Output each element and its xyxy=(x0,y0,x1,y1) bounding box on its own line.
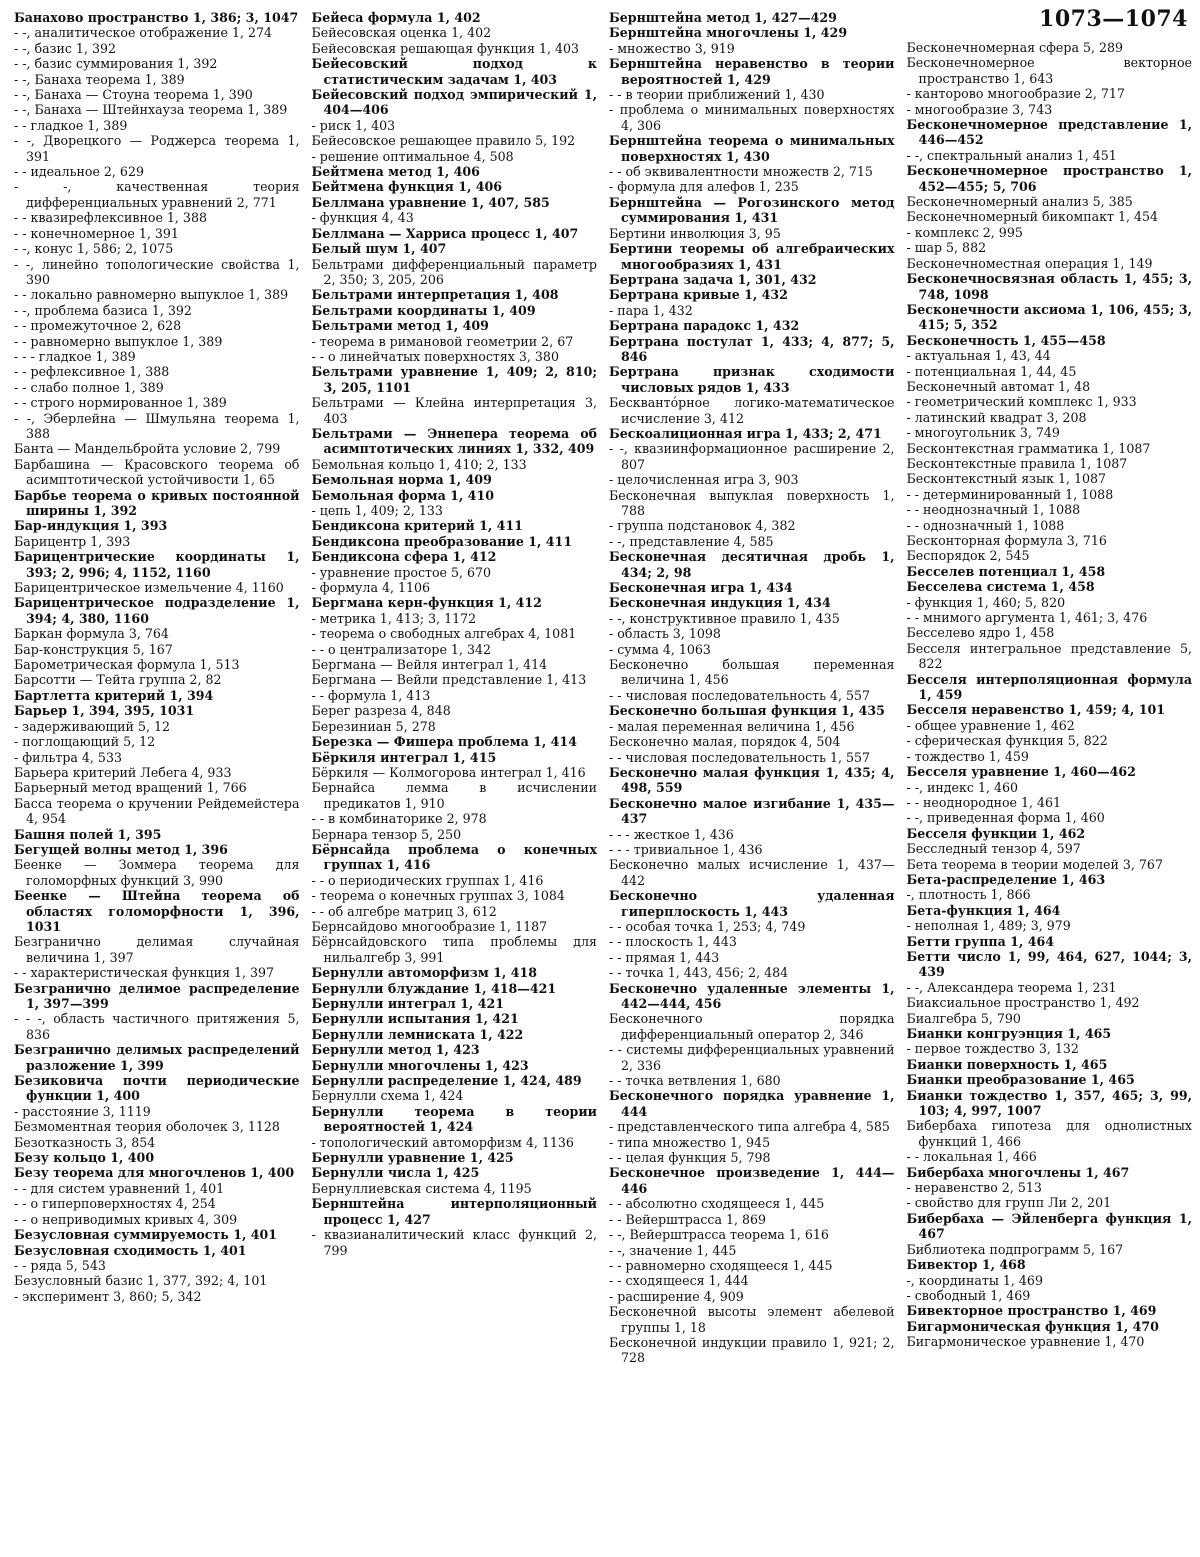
index-entry: Бёркиля — Колмогорова интеграл 1, 416 xyxy=(311,764,586,780)
index-entry: Бибербаха — Эйленберга функция 1, 467 xyxy=(906,1210,1192,1242)
index-entry: - группа подстановок 4, 382 xyxy=(609,518,796,534)
index-entry: Бейесовский подход к статистическим задачам 1, 403 xyxy=(311,56,597,87)
index-entry: Барицентрическое подразделение 1, 394; 4, 380, 1160 xyxy=(14,595,300,626)
index-entry: Бетти группа 1, 464 xyxy=(906,933,1054,949)
index-entry: Бесселя интегральное представление 5, 822 xyxy=(906,640,1192,672)
index-entry: -, плотность 1, 866 xyxy=(906,887,1031,903)
index-entry: - -, Александера теорема 1, 231 xyxy=(906,979,1117,995)
index-entry: Бесконечность 1, 455—458 xyxy=(906,332,1106,348)
index-entry: Бесконечно малых исчисление 1, 437—442 xyxy=(609,857,895,888)
index-entry: - поглощающий 5, 12 xyxy=(14,734,156,750)
index-entry: - теорема в римановой геометрии 2, 67 xyxy=(311,333,574,349)
index-entry: - - о периодических группах 1, 416 xyxy=(311,872,544,888)
index-entry: - цепь 1, 409; 2, 133 xyxy=(311,503,443,518)
index-entry: - метрика 1, 413; 3, 1172 xyxy=(311,610,477,626)
index-entry: - - о централизаторе 1, 342 xyxy=(311,641,491,657)
index-entry: Бейеса формула 1, 402 xyxy=(311,10,481,25)
index-entry: Бернулли блуждание 1, 418—421 xyxy=(311,980,557,996)
index-entry: Бельтрами интерпретация 1, 408 xyxy=(311,287,559,303)
index-entry: Бернштейна неравенство в теории вероятностей 1, 429 xyxy=(609,56,895,87)
index-entry: Бесконечно малое изгибание 1, 435—437 xyxy=(609,795,895,827)
index-entry: - - локально равномерно выпуклое 1, 389 xyxy=(14,287,289,303)
index-entry: - -, аналитическое отображение 1, 274 xyxy=(14,25,273,41)
index-entry: - - идеальное 2, 629 xyxy=(14,164,144,180)
index-entry: Бендиксона критерий 1, 411 xyxy=(311,518,523,534)
index-entry: Бивектор 1, 468 xyxy=(906,1257,1026,1273)
index-entry: Бейтмена функция 1, 406 xyxy=(311,179,503,195)
index-entry: - -, Банаха — Штейнхауза теорема 1, 389 xyxy=(14,102,288,118)
index-entry: - - однозначный 1, 1088 xyxy=(906,517,1065,533)
index-entry: - общее уравнение 1, 462 xyxy=(906,717,1075,733)
index-entry: Бендиксона сфера 1, 412 xyxy=(311,549,497,565)
index-entry: Бесконечной высоты элемент абелевой группы 1, 18 xyxy=(609,1304,895,1335)
index-entry: - - рефлексивное 1, 388 xyxy=(14,364,170,380)
index-entry: Бельтрами метод 1, 409 xyxy=(311,318,489,334)
index-entry: Бесконечносвязная область 1, 455; 3, 748, 1098 xyxy=(906,271,1192,302)
index-entry: Беенке — Зоммера теорема для голоморфных функций 3, 990 xyxy=(14,857,300,888)
index-entry: - -, Эберлейна — Шмульяна теорема 1, 388 xyxy=(14,410,300,441)
index-entry: - потенциальная 1, 44, 45 xyxy=(906,363,1077,379)
index-entry: Бёркиля интеграл 1, 415 xyxy=(311,749,497,765)
index-entry: Бемольная норма 1, 409 xyxy=(311,472,492,488)
index-entry: Бернштейна теорема о минимальных поверхностях 1, 430 xyxy=(609,133,895,164)
index-entry: Безгранично делимых распределений разложение 1, 399 xyxy=(14,1042,300,1073)
index-entry: - функция 1, 460; 5, 820 xyxy=(906,594,1066,610)
index-entry: Бесконечномерное представление 1, 446—452 xyxy=(906,117,1192,148)
index-entry: - неполная 1, 489; 3, 979 xyxy=(906,918,1071,934)
index-entry: - -, приведенная форма 1, 460 xyxy=(906,810,1105,826)
index-entry: - -, квазиинформационное расширение 2, 807 xyxy=(609,441,895,472)
index-entry: Барицентрическое измельчение 4, 1160 xyxy=(14,580,284,596)
index-entry: Бесселя неравенство 1, 459; 4, 101 xyxy=(906,702,1166,718)
index-entry: - типа множество 1, 945 xyxy=(609,1134,771,1150)
index-entry: - - сходящееся 1, 444 xyxy=(609,1273,749,1289)
index-entry: - - слабо полное 1, 389 xyxy=(14,379,164,395)
index-entry: - свободный 1, 469 xyxy=(906,1287,1031,1303)
index-entry: - -, базис 1, 392 xyxy=(14,40,116,56)
index-entry: Бесконторная формула 3, 716 xyxy=(906,533,1107,548)
index-entry: Бернулли автоморфизм 1, 418 xyxy=(311,965,537,981)
index-entry: Бертрана постулат 1, 433; 4, 877; 5, 846 xyxy=(609,333,895,364)
index-entry: Бианки конгруэнция 1, 465 xyxy=(906,1026,1112,1041)
index-entry: - расстояние 3, 1119 xyxy=(14,1103,151,1119)
index-entry: - - в теории приближений 1, 430 xyxy=(609,87,825,103)
index-entry: Бетти число 1, 99, 464, 627, 1044; 3, 439 xyxy=(906,948,1192,980)
index-entry: - риск 1, 403 xyxy=(311,117,396,133)
index-entry: - - -, область частичного притяжения 5, 836 xyxy=(14,1011,300,1042)
index-entry: - - о неприводимых кривых 4, 309 xyxy=(14,1211,238,1227)
index-entry: Башня полей 1, 395 xyxy=(14,826,162,842)
index-entry: - -, линейно топологические свойства 1, 390 xyxy=(14,256,300,287)
index-entry: - геометрический комплекс 1, 933 xyxy=(906,394,1137,410)
index-entry: - - мнимого аргумента 1, 461; 3, 476 xyxy=(906,610,1148,626)
index-entry: - - формула 1, 413 xyxy=(311,687,431,703)
index-entry: Барбье теорема о кривых постоянной ширины 1, 392 xyxy=(14,487,300,518)
index-entry: - комплекс 2, 995 xyxy=(906,224,1023,240)
index-entry: Бесконечный автомат 1, 48 xyxy=(906,378,1091,394)
index-entry: Бертини инволюция 3, 95 xyxy=(609,225,781,241)
index-entry: Бесконечно малая, порядок 4, 504 xyxy=(609,734,841,750)
index-entry: Бесконечного порядка уравнение 1, 444 xyxy=(609,1088,895,1119)
index-entry: - -, проблема базиса 1, 392 xyxy=(14,302,192,318)
index-entry: Бейтмена метод 1, 406 xyxy=(311,164,480,180)
index-entry: Бесследный тензор 4, 597 xyxy=(906,841,1081,857)
index-entry: Бельтрами — Эннепера теорема об асимптотических линиях 1, 332, 409 xyxy=(311,425,597,457)
index-entry: Бесконечно большая переменная величина 1, 456 xyxy=(609,657,895,688)
index-entry: - множество 3, 919 xyxy=(609,40,735,56)
index-entry: - - ряда 5, 543 xyxy=(14,1257,106,1273)
index-columns xyxy=(14,10,1192,1553)
index-entry: Бианки преобразование 1, 465 xyxy=(906,1072,1135,1088)
index-entry: Бернара тензор 5, 250 xyxy=(311,826,462,842)
index-entry: Баркан формула 3, 764 xyxy=(14,626,169,642)
index-entry: - проблема о минимальных поверхностях 4, 306 xyxy=(609,102,895,133)
index-entry: Безиковича почти периодические функции 1, 400 xyxy=(14,1073,300,1104)
index-entry: - - числовая последовательность 4, 557 xyxy=(609,687,871,703)
index-entry: Безусловный базис 1, 377, 392; 4, 101 xyxy=(14,1273,268,1289)
index-entry: Бибербаха гипотеза для однолистных функций 1, 466 xyxy=(906,1118,1192,1149)
index-entry: Бесконечно удаленная гиперплоскость 1, 443 xyxy=(609,888,895,919)
index-entry: Бибербаха многочлены 1, 467 xyxy=(906,1164,1130,1180)
index-entry: Берег разреза 4, 848 xyxy=(311,703,451,719)
index-column-2 xyxy=(312,10,598,1553)
index-entry: Безусловная суммируемость 1, 401 xyxy=(14,1227,278,1243)
index-entry: - - точка ветвления 1, 680 xyxy=(609,1073,781,1089)
index-entry: Бигармоническое уравнение 1, 470 xyxy=(906,1334,1145,1350)
index-entry: - -, Банаха — Стоуна теорема 1, 390 xyxy=(14,87,253,103)
index-entry: Бианки поверхность 1, 465 xyxy=(906,1056,1108,1072)
index-entry: - решение оптимальное 4, 508 xyxy=(311,148,514,164)
index-entry: - эксперимент 3, 860; 5, 342 xyxy=(14,1288,202,1304)
page-range-header: 1073—1074 xyxy=(1039,6,1188,32)
index-entry: Бианки тождество 1, 357, 465; 3, 99, 103; 4, 997, 1007 xyxy=(906,1087,1192,1119)
index-entry: -, координаты 1, 469 xyxy=(906,1272,1043,1288)
index-entry: Березка — Фишера проблема 1, 414 xyxy=(311,734,577,750)
index-entry: - - - гладкое 1, 389 xyxy=(14,348,136,364)
index-entry: - - плоскость 1, 443 xyxy=(609,934,737,950)
index-entry: - неравенство 2, 513 xyxy=(906,1180,1042,1196)
index-entry: Бернштейна метод 1, 427—429 xyxy=(609,10,837,25)
index-entry: Безмоментная теория оболочек 3, 1128 xyxy=(14,1119,280,1135)
index-entry: Бесконечная индукция 1, 434 xyxy=(609,595,831,611)
index-entry: - - конечномерное 1, 391 xyxy=(14,225,179,241)
index-entry: Бергмана — Вейли представление 1, 413 xyxy=(311,672,587,688)
index-entry: Бесконечное произведение 1, 444—446 xyxy=(609,1165,895,1196)
index-entry: Бернулли многочлены 1, 423 xyxy=(311,1057,529,1073)
index-entry: - задерживающий 5, 12 xyxy=(14,718,170,734)
index-entry: Бесселева система 1, 458 xyxy=(906,579,1095,595)
index-entry: - - числовая последовательность 1, 557 xyxy=(609,749,871,765)
index-entry: Бёрнсайда проблема о конечных группах 1, 416 xyxy=(311,841,597,873)
index-entry: Барбашина — Красовского теорема об асимптотической устойчивости 1, 65 xyxy=(14,456,300,488)
index-entry: - -, качественная теория дифференциальных уравнений 2, 771 xyxy=(14,179,300,210)
index-entry: - - об алгебре матриц 3, 612 xyxy=(311,903,497,919)
index-entry: Бернштейна — Рогозинского метод суммирования 1, 431 xyxy=(609,194,895,226)
index-entry: Бернсайдово многообразие 1, 1187 xyxy=(311,918,548,934)
index-entry: Бернштейна многочлены 1, 429 xyxy=(609,25,848,41)
index-entry: Бегущей волны метод 1, 396 xyxy=(14,841,228,857)
index-entry: Бемольная форма 1, 410 xyxy=(311,487,494,503)
index-entry: - - локальная 1, 466 xyxy=(906,1149,1037,1165)
index-column-3 xyxy=(609,10,895,1553)
index-entry: Бесконечной индукции правило 1, 921; 2, 728 xyxy=(609,1334,895,1366)
index-entry: - теорема о конечных группах 3, 1084 xyxy=(311,888,565,904)
index-entry: Бёрнсайдовского типа проблемы для нильалгебр 3, 991 xyxy=(311,934,597,965)
index-entry: - - абсолютно сходящееся 1, 445 xyxy=(609,1196,825,1212)
index-entry: - многообразие 3, 743 xyxy=(906,101,1053,117)
index-entry: - -, конструктивное правило 1, 435 xyxy=(609,610,840,626)
index-entry: - расширение 4, 909 xyxy=(609,1288,744,1304)
index-entry: Белый шум 1, 407 xyxy=(311,241,447,257)
index-entry: Безгранично делимая случайная величина 1, 397 xyxy=(14,934,300,965)
index-entry: Бесконечно большая функция 1, 435 xyxy=(609,703,885,719)
index-entry: Бесконечная десятичная дробь 1, 434; 2, 98 xyxy=(609,549,895,580)
index-entry: Бернулли теорема в теории вероятностей 1, 424 xyxy=(311,1103,597,1135)
index-entry: Барицентрические координаты 1, 393; 2, 996; 4, 1152, 1160 xyxy=(14,549,300,580)
index-entry: Бескоалиционная игра 1, 433; 2, 471 xyxy=(609,425,882,441)
index-entry: Бертрана парадокс 1, 432 xyxy=(609,318,800,334)
index-entry: - - детерминированный 1, 1088 xyxy=(906,486,1114,502)
index-entry: Бернулли числа 1, 425 xyxy=(311,1165,480,1181)
index-entry: Березиниан 5, 278 xyxy=(311,718,436,734)
index-entry: Бесконтекстные правила 1, 1087 xyxy=(906,455,1128,471)
index-entry: Барьерный метод вращений 1, 766 xyxy=(14,780,247,796)
index-entry: Барицентр 1, 393 xyxy=(14,533,131,549)
index-entry: Бета-распределение 1, 463 xyxy=(906,871,1106,887)
index-entry: Бельтрами — Клейна интерпретация 3, 403 xyxy=(311,395,597,426)
index-entry: - сферическая функция 5, 822 xyxy=(906,733,1108,749)
index-entry: Бесконечномерный анализ 5, 385 xyxy=(906,194,1133,210)
index-entry: - канторово многообразие 2, 717 xyxy=(906,86,1125,102)
index-entry: Бесселя функции 1, 462 xyxy=(906,825,1086,841)
index-entry: - фильтра 4, 533 xyxy=(14,749,122,765)
index-entry: Безгранично делимое распределение 1, 397—399 xyxy=(14,980,300,1011)
index-entry: Бейесовский подход эмпирический 1, 404—406 xyxy=(311,87,597,118)
index-entry: - - целая функция 5, 798 xyxy=(609,1150,771,1166)
index-entry: Барометрическая формула 1, 513 xyxy=(14,657,240,673)
index-entry: Бартлетта критерий 1, 394 xyxy=(14,687,214,703)
index-entry: - - строго нормированное 1, 389 xyxy=(14,395,227,411)
index-entry: - малая переменная величина 1, 456 xyxy=(609,718,855,734)
index-entry: Бельтрами дифференциальный параметр 2, 350; 3, 205, 206 xyxy=(311,256,597,287)
index-column-1 xyxy=(14,10,300,1553)
index-entry: Бета-функция 1, 464 xyxy=(906,902,1061,918)
index-entry: - латинский квадрат 3, 208 xyxy=(906,409,1087,425)
index-entry: - - квазирефлексивное 1, 388 xyxy=(14,210,207,226)
index-entry: - формула для алефов 1, 235 xyxy=(609,179,799,195)
index-entry: Бернулли интеграл 1, 421 xyxy=(311,996,504,1011)
index-entry: Беллмана — Харриса процесс 1, 407 xyxy=(311,225,579,241)
index-entry: Бельтрами уравнение 1, 409; 2, 810; 3, 205, 1101 xyxy=(311,364,597,395)
index-entry: - функция 4, 43 xyxy=(311,210,414,226)
index-entry: Бесселя интерполяционная формула 1, 459 xyxy=(906,671,1192,703)
index-entry: - свойство для групп Ли 2, 201 xyxy=(906,1195,1112,1211)
index-entry: - - особая точка 1, 253; 4, 749 xyxy=(609,918,806,934)
index-entry: Бергмана — Вейля интеграл 1, 414 xyxy=(311,657,548,673)
index-entry: - - для систем уравнений 1, 401 xyxy=(14,1180,225,1196)
index-entry: Барьер 1, 394, 395, 1031 xyxy=(14,703,195,719)
index-entry: - - системы дифференциальных уравнений 2, 336 xyxy=(609,1042,895,1073)
index-entry: Безотказность 3, 854 xyxy=(14,1134,156,1150)
index-entry: Бернулли метод 1, 423 xyxy=(311,1042,480,1058)
index-entry: Безу теорема для многочленов 1, 400 xyxy=(14,1165,295,1181)
index-entry: - представленческого типа алгебра 4, 585 xyxy=(609,1119,890,1135)
index-entry: Бесселя уравнение 1, 460—462 xyxy=(906,764,1136,780)
index-entry: - уравнение простое 5, 670 xyxy=(311,564,492,580)
index-entry: Беенке — Штейна теорема об областях голоморфности 1, 396, 1031 xyxy=(14,888,300,934)
index-entry: - - характеристическая функция 1, 397 xyxy=(14,965,275,981)
index-entry: Бертрана кривые 1, 432 xyxy=(609,287,788,303)
index-entry: Барьера критерий Лебега 4, 933 xyxy=(14,764,232,780)
index-entry: - -, базис суммирования 1, 392 xyxy=(14,56,218,72)
index-entry: Биалгебра 5, 790 xyxy=(906,1010,1021,1026)
index-entry: Бергмана керн-функция 1, 412 xyxy=(311,595,542,611)
index-column-4 xyxy=(907,10,1193,1553)
index-entry: Бернайса лемма в исчислении предикатов 1, 910 xyxy=(311,780,597,811)
index-entry: Беспорядок 2, 545 xyxy=(906,548,1030,564)
index-entry: - - промежуточное 2, 628 xyxy=(14,318,182,334)
index-entry: - -, индекс 1, 460 xyxy=(906,779,1018,795)
index-entry: Бернуллиевская система 4, 1195 xyxy=(311,1180,532,1196)
index-entry: - -, Банаха теорема 1, 389 xyxy=(14,71,185,87)
index-entry: Бесконечномерная сфера 5, 289 xyxy=(906,40,1124,55)
index-entry: - - в комбинаторике 2, 978 xyxy=(311,811,487,827)
index-entry: Безу кольцо 1, 400 xyxy=(14,1150,155,1166)
index-entry: - формула 4, 1106 xyxy=(311,580,431,596)
index-entry: Бесконтекстная грамматика 1, 1087 xyxy=(906,440,1151,456)
index-entry: Бесквантóрное логико-математическое исчисление 3, 412 xyxy=(609,395,895,426)
index-entry: Банахово пространство 1, 386; 3, 1047 xyxy=(14,10,299,25)
index-entry: Бесконтекстный язык 1, 1087 xyxy=(906,471,1107,487)
index-entry: - тождество 1, 459 xyxy=(906,748,1029,764)
index-entry: - - - тривиальное 1, 436 xyxy=(609,841,763,857)
index-entry: Бигармоническая функция 1, 470 xyxy=(906,1318,1159,1334)
index-entry: - - о гиперповерхностях 4, 254 xyxy=(14,1196,216,1212)
index-entry: Бернулли схема 1, 424 xyxy=(311,1088,464,1104)
index-entry: Бельтрами координаты 1, 409 xyxy=(311,302,536,318)
index-entry: - - Вейерштрасса 1, 869 xyxy=(609,1211,767,1227)
index-entry: Бесконечномерный бикомпакт 1, 454 xyxy=(906,209,1159,225)
index-entry: Бемольная кольцо 1, 410; 2, 133 xyxy=(311,456,527,472)
index-entry: Бесселево ядро 1, 458 xyxy=(906,625,1055,641)
index-entry: Бесконечно малая функция 1, 435; 4, 498, 559 xyxy=(609,764,895,796)
index-entry: Барсотти — Тейта группа 2, 82 xyxy=(14,672,222,688)
index-entry: Биаксиальное пространство 1, 492 xyxy=(906,995,1140,1011)
index-entry: - -, представление 4, 585 xyxy=(609,533,774,549)
index-entry: - область 3, 1098 xyxy=(609,626,721,642)
index-entry: - - равномерно выпуклое 1, 389 xyxy=(14,333,223,349)
index-entry: - -, Дворецкого — Роджерса теорема 1, 391 xyxy=(14,133,300,164)
index-entry: - -, Вейерштрасса теорема 1, 616 xyxy=(609,1227,829,1243)
index-entry: - теорема о свободных алгебрах 4, 1081 xyxy=(311,626,577,642)
index-entry: Бендиксона преобразование 1, 411 xyxy=(311,533,573,549)
index-entry: Бивекторное пространство 1, 469 xyxy=(906,1303,1157,1319)
index-entry: Бертрана задача 1, 301, 432 xyxy=(609,271,817,287)
index-entry: Бернштейна интерполяционный процесс 1, 427 xyxy=(311,1196,597,1227)
index-entry: Бар-индукция 1, 393 xyxy=(14,518,168,534)
index-entry: Бесконечная выпуклая поверхность 1, 788 xyxy=(609,487,895,518)
index-entry: Бернулли распределение 1, 424, 489 xyxy=(311,1073,582,1089)
index-entry: Библиотека подпрограмм 5, 167 xyxy=(906,1241,1124,1257)
index-entry: - квазианалитический класс функций 2, 799 xyxy=(311,1227,597,1258)
index-entry: Бесконечномерное векторное пространство 1, 643 xyxy=(906,55,1192,86)
index-entry: - топологический автоморфизм 4, 1136 xyxy=(311,1134,574,1150)
index-entry: Бета теорема в теории моделей 3, 767 xyxy=(906,856,1163,872)
index-entry: - шар 5, 882 xyxy=(906,240,987,256)
index-entry: - - равномерно сходящееся 1, 445 xyxy=(609,1257,833,1273)
index-entry: - пара 1, 432 xyxy=(609,302,693,318)
index-entry: Бейесовская решающая функция 1, 403 xyxy=(311,40,580,56)
index-entry: Бертрана признак сходимости числовых рядов 1, 433 xyxy=(609,364,895,395)
index-entry: Беллмана уравнение 1, 407, 585 xyxy=(311,194,550,210)
index-entry: Бесконечноместная операция 1, 149 xyxy=(906,255,1153,271)
index-entry: - - - жесткое 1, 436 xyxy=(609,826,734,842)
index-entry: Бернулли уравнение 1, 425 xyxy=(311,1150,514,1166)
index-entry: - актуальная 1, 43, 44 xyxy=(906,348,1051,364)
index-entry: - -, конус 1, 586; 2, 1075 xyxy=(14,241,174,257)
index-entry: Безусловная сходимость 1, 401 xyxy=(14,1242,247,1258)
index-entry: - -, спектральный анализ 1, 451 xyxy=(906,147,1117,163)
index-entry: Бесконечности аксиома 1, 106, 455; 3, 415; 5, 352 xyxy=(906,301,1192,333)
index-entry: Бесселев потенциал 1, 458 xyxy=(906,563,1106,579)
index-entry: - многоугольник 3, 749 xyxy=(906,425,1060,441)
index-entry: Бернулли лемниската 1, 422 xyxy=(311,1026,524,1042)
index-entry: - целочисленная игра 3, 903 xyxy=(609,472,799,488)
index-entry: - - об эквивалентности множеств 2, 715 xyxy=(609,164,873,180)
index-entry: - - неоднородное 1, 461 xyxy=(906,794,1062,810)
index-entry: Банта — Мандельбройта условие 2, 799 xyxy=(14,441,281,457)
index-entry: Бар-конструкция 5, 167 xyxy=(14,641,173,657)
index-entry: Бесконечномерное пространство 1, 452—455; 5, 706 xyxy=(906,163,1192,194)
index-entry: - - гладкое 1, 389 xyxy=(14,117,128,133)
index-entry: Бейесовское решающее правило 5, 192 xyxy=(311,133,576,149)
index-entry: - - неоднозначный 1, 1088 xyxy=(906,502,1081,518)
index-entry: Бесконечного порядка дифференциальный оператор 2, 346 xyxy=(609,1011,895,1042)
index-entry: - - о линейчатых поверхностях 3, 380 xyxy=(311,348,559,364)
index-entry: Бесконечная игра 1, 434 xyxy=(609,580,793,596)
index-entry: - -, значение 1, 445 xyxy=(609,1242,737,1258)
index-entry: Бернулли испытания 1, 421 xyxy=(311,1011,519,1027)
index-entry: Басса теорема о кручении Рейдемейстера 4, 954 xyxy=(14,795,300,827)
index-entry: Бертини теоремы об алгебраических многообразиях 1, 431 xyxy=(609,241,895,272)
index-entry: Бесконечно удаленные элементы 1, 442—444, 456 xyxy=(609,980,895,1011)
index-entry: Бейесовская оценка 1, 402 xyxy=(311,25,492,41)
index-entry: - первое тождество 3, 132 xyxy=(906,1041,1079,1057)
index-entry: - сумма 4, 1063 xyxy=(609,641,711,657)
index-entry: - - точка 1, 443, 456; 2, 484 xyxy=(609,965,789,981)
index-entry: - - прямая 1, 443 xyxy=(609,949,720,965)
